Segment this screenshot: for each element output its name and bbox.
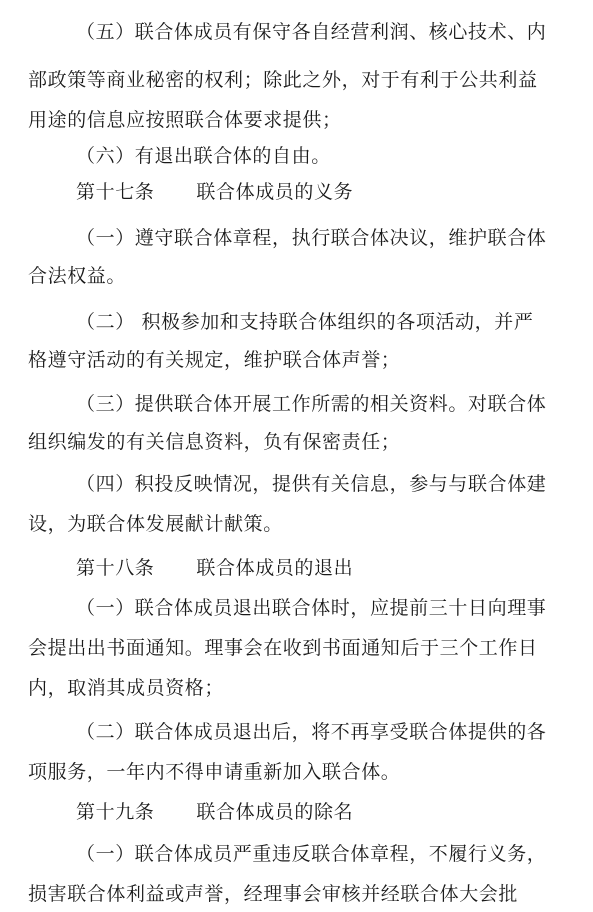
article-number: 第十七条 — [76, 181, 155, 203]
article-heading-18 — [76, 556, 353, 580]
article-number: 第十九条 — [76, 801, 155, 823]
article-heading-19 — [76, 800, 353, 824]
paragraph-line: 格遵守活动的有关规定，维护联合体声誉； — [28, 349, 401, 371]
paragraph-line: 会提出出书面通知。理事会在收到书面通知后于三个工作日 — [28, 637, 538, 659]
paragraph-line: 项服务，一年内不得申请重新加入联合体。 — [28, 761, 401, 783]
paragraph-line: （六）有退出联合体的自由。 — [76, 145, 331, 167]
paragraph-line: 合法权益。 — [28, 265, 127, 287]
paragraph-line: （四）积投反映情况，提供有关信息，参与与联合体建 — [76, 473, 547, 495]
paragraph-line: （三）提供联合体开展工作所需的相关资料。对联合体 — [76, 393, 547, 415]
paragraph-line: （一）联合体成员严重违反联合体章程，不履行义务， — [76, 843, 547, 865]
paragraph-line: 用途的信息应按照联合体要求提供； — [28, 109, 342, 131]
paragraph-line: （一）联合体成员退出联合体时，应提前三十日向理事 — [76, 597, 547, 619]
paragraph-line: （五）联合体成员有保守各自经营利润、核心技术、内 — [76, 21, 547, 43]
paragraph-line: （一）遵守联合体章程，执行联合体决议，维护联合体 — [76, 227, 547, 249]
paragraph-line: 内，取消其成员资格； — [28, 677, 225, 699]
article-title: 联合体成员的义务 — [196, 181, 354, 203]
article-heading-17 — [76, 180, 353, 204]
article-title: 联合体成员的除名 — [196, 801, 354, 823]
article-number: 第十八条 — [76, 557, 155, 579]
paragraph-line: 组织编发的有关信息资料，负有保密责任； — [28, 431, 401, 453]
paragraph-line: 损害联合体利益或声誉，经理事会审核并经联合体大会批 — [28, 883, 519, 905]
paragraph-line: 设，为联合体发展献计献策。 — [28, 513, 283, 535]
paragraph-line: 部政策等商业秘密的权利；除此之外，对于有利于公共利益 — [28, 69, 538, 91]
paragraph-line: （二）联合体成员退出后，将不再享受联合体提供的各 — [76, 721, 547, 743]
paragraph-line: （二） 积极参加和支持联合体组织的各项活动，并严 — [76, 311, 534, 333]
article-title: 联合体成员的退出 — [196, 557, 354, 579]
